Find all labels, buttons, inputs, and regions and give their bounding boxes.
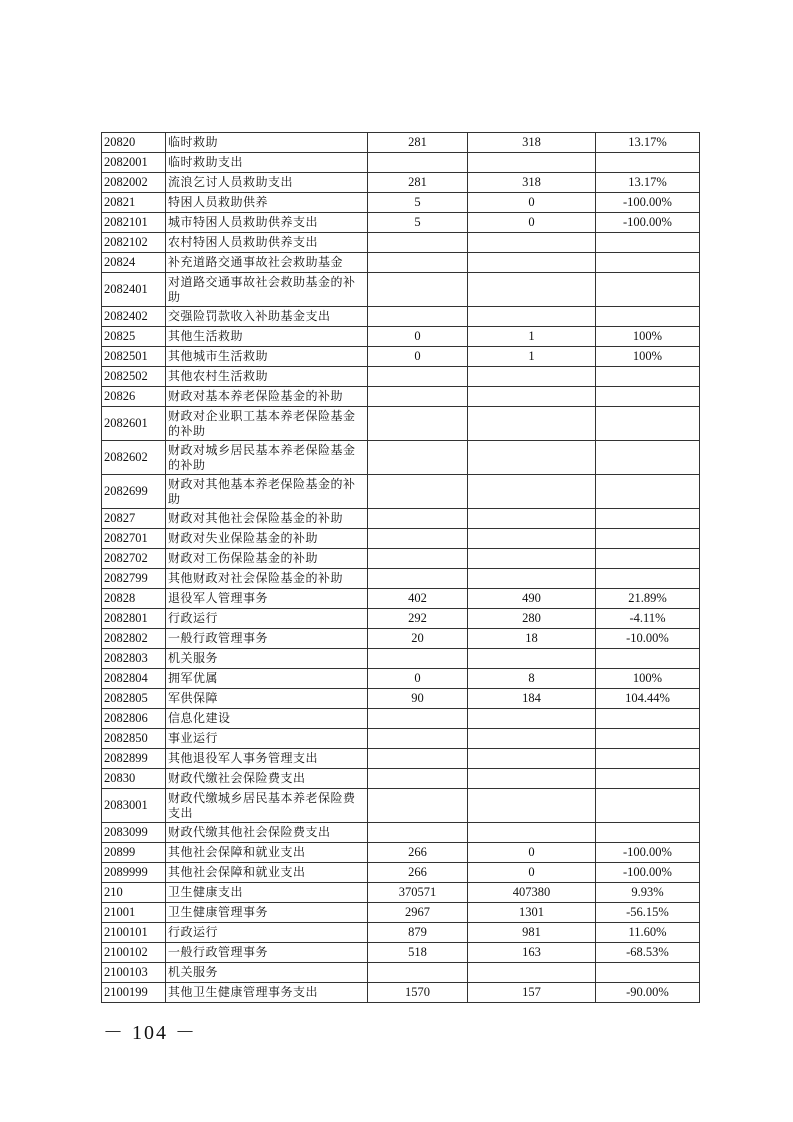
table-row: [102, 669, 700, 689]
current-amount-cell: 280: [468, 609, 596, 629]
item-name-cell: 军供保障: [166, 689, 368, 709]
change-percent-cell: [596, 769, 700, 789]
table-row: [102, 943, 700, 963]
change-percent-cell: 100%: [596, 347, 700, 367]
item-name-cell: 其他社会保障和就业支出: [166, 843, 368, 863]
item-code-cell: 2082805: [102, 689, 166, 709]
current-amount-cell: 981: [468, 923, 596, 943]
change-percent-cell: [596, 273, 700, 307]
item-name-cell: 对道路交通事故社会救助基金的补助: [166, 273, 368, 307]
current-amount-cell: [468, 649, 596, 669]
table-row: [102, 863, 700, 883]
item-code-cell: 2082001: [102, 153, 166, 173]
change-percent-cell: 21.89%: [596, 589, 700, 609]
table-row: [102, 843, 700, 863]
item-code-cell: 2082401: [102, 273, 166, 307]
item-name-cell: 临时救助: [166, 133, 368, 153]
current-amount-cell: [468, 709, 596, 729]
item-name-cell: 其他退役军人事务管理支出: [166, 749, 368, 769]
current-amount-cell: 318: [468, 173, 596, 193]
item-code-cell: 20820: [102, 133, 166, 153]
current-amount-cell: [468, 475, 596, 509]
item-code-cell: 2082601: [102, 407, 166, 441]
prior-amount-cell: 0: [368, 669, 468, 689]
item-name-cell: 退役军人管理事务: [166, 589, 368, 609]
table-row: [102, 233, 700, 253]
current-amount-cell: 0: [468, 193, 596, 213]
change-percent-cell: [596, 549, 700, 569]
prior-amount-cell: [368, 273, 468, 307]
prior-amount-cell: [368, 709, 468, 729]
item-code-cell: 20828: [102, 589, 166, 609]
item-name-cell: 信息化建设: [166, 709, 368, 729]
change-percent-cell: 9.93%: [596, 883, 700, 903]
item-code-cell: 2082806: [102, 709, 166, 729]
item-name-cell: 财政代缴其他社会保险费支出: [166, 823, 368, 843]
budget-table: [101, 132, 700, 1003]
change-percent-cell: [596, 729, 700, 749]
change-percent-cell: 13.17%: [596, 133, 700, 153]
item-name-cell: 财政对其他社会保险基金的补助: [166, 509, 368, 529]
prior-amount-cell: [368, 307, 468, 327]
table-row: [102, 193, 700, 213]
table-row: [102, 327, 700, 347]
prior-amount-cell: 370571: [368, 883, 468, 903]
change-percent-cell: [596, 441, 700, 475]
item-name-cell: 农村特困人员救助供养支出: [166, 233, 368, 253]
item-code-cell: 2082850: [102, 729, 166, 749]
prior-amount-cell: 5: [368, 213, 468, 233]
current-amount-cell: 0: [468, 863, 596, 883]
item-name-cell: 财政代缴城乡居民基本养老保险费支出: [166, 789, 368, 823]
current-amount-cell: 157: [468, 983, 596, 1003]
item-name-cell: 其他社会保障和就业支出: [166, 863, 368, 883]
prior-amount-cell: 292: [368, 609, 468, 629]
item-name-cell: 财政对城乡居民基本养老保险基金的补助: [166, 441, 368, 475]
current-amount-cell: [468, 823, 596, 843]
table-body: [102, 133, 700, 1003]
prior-amount-cell: 879: [368, 923, 468, 943]
change-percent-cell: -100.00%: [596, 213, 700, 233]
item-code-cell: 2082102: [102, 233, 166, 253]
item-code-cell: 2082699: [102, 475, 166, 509]
table-row: [102, 273, 700, 307]
prior-amount-cell: [368, 441, 468, 475]
table-row: [102, 367, 700, 387]
prior-amount-cell: [368, 153, 468, 173]
item-name-cell: 其他卫生健康管理事务支出: [166, 983, 368, 1003]
change-percent-cell: 100%: [596, 669, 700, 689]
prior-amount-cell: 266: [368, 863, 468, 883]
table-row: [102, 253, 700, 273]
table-row: [102, 963, 700, 983]
change-percent-cell: [596, 789, 700, 823]
current-amount-cell: [468, 549, 596, 569]
change-percent-cell: [596, 307, 700, 327]
item-code-cell: 20826: [102, 387, 166, 407]
table-row: [102, 789, 700, 823]
change-percent-cell: 100%: [596, 327, 700, 347]
change-percent-cell: [596, 529, 700, 549]
current-amount-cell: [468, 307, 596, 327]
current-amount-cell: [468, 253, 596, 273]
change-percent-cell: -10.00%: [596, 629, 700, 649]
item-code-cell: 2082402: [102, 307, 166, 327]
table-row: [102, 589, 700, 609]
item-name-cell: 其他财政对社会保险基金的补助: [166, 569, 368, 589]
item-name-cell: 行政运行: [166, 923, 368, 943]
change-percent-cell: 104.44%: [596, 689, 700, 709]
item-code-cell: 2082702: [102, 549, 166, 569]
current-amount-cell: [468, 749, 596, 769]
change-percent-cell: [596, 233, 700, 253]
item-code-cell: 2100102: [102, 943, 166, 963]
current-amount-cell: [468, 529, 596, 549]
current-amount-cell: [468, 769, 596, 789]
prior-amount-cell: [368, 649, 468, 669]
item-code-cell: 2082501: [102, 347, 166, 367]
item-code-cell: 2082799: [102, 569, 166, 589]
current-amount-cell: [468, 407, 596, 441]
prior-amount-cell: [368, 509, 468, 529]
prior-amount-cell: 0: [368, 347, 468, 367]
item-name-cell: 流浪乞讨人员救助支出: [166, 173, 368, 193]
item-code-cell: 2100103: [102, 963, 166, 983]
item-name-cell: 其他生活救助: [166, 327, 368, 347]
change-percent-cell: -56.15%: [596, 903, 700, 923]
change-percent-cell: [596, 367, 700, 387]
current-amount-cell: [468, 963, 596, 983]
item-code-cell: 2082801: [102, 609, 166, 629]
item-code-cell: 20825: [102, 327, 166, 347]
prior-amount-cell: 518: [368, 943, 468, 963]
table-row: [102, 749, 700, 769]
change-percent-cell: [596, 963, 700, 983]
prior-amount-cell: [368, 475, 468, 509]
item-name-cell: 卫生健康管理事务: [166, 903, 368, 923]
table-row: [102, 649, 700, 669]
item-name-cell: 财政代缴社会保险费支出: [166, 769, 368, 789]
current-amount-cell: 0: [468, 213, 596, 233]
prior-amount-cell: [368, 963, 468, 983]
item-code-cell: 2083099: [102, 823, 166, 843]
current-amount-cell: 490: [468, 589, 596, 609]
item-name-cell: 事业运行: [166, 729, 368, 749]
prior-amount-cell: [368, 407, 468, 441]
current-amount-cell: [468, 441, 596, 475]
table-row: [102, 475, 700, 509]
item-code-cell: 2082899: [102, 749, 166, 769]
table-row: [102, 983, 700, 1003]
current-amount-cell: [468, 273, 596, 307]
prior-amount-cell: [368, 367, 468, 387]
current-amount-cell: 407380: [468, 883, 596, 903]
change-percent-cell: -4.11%: [596, 609, 700, 629]
change-percent-cell: [596, 569, 700, 589]
item-name-cell: 一般行政管理事务: [166, 943, 368, 963]
table-row: [102, 923, 700, 943]
table-row: [102, 347, 700, 367]
change-percent-cell: -68.53%: [596, 943, 700, 963]
item-code-cell: 2083001: [102, 789, 166, 823]
table-row: [102, 629, 700, 649]
table-row: [102, 387, 700, 407]
change-percent-cell: -100.00%: [596, 863, 700, 883]
change-percent-cell: [596, 153, 700, 173]
item-code-cell: 21001: [102, 903, 166, 923]
item-name-cell: 补充道路交通事故社会救助基金: [166, 253, 368, 273]
table-row: [102, 709, 700, 729]
change-percent-cell: 13.17%: [596, 173, 700, 193]
prior-amount-cell: [368, 529, 468, 549]
table-row: [102, 729, 700, 749]
item-code-cell: 2082803: [102, 649, 166, 669]
item-code-cell: 2082502: [102, 367, 166, 387]
change-percent-cell: -100.00%: [596, 193, 700, 213]
change-percent-cell: [596, 709, 700, 729]
change-percent-cell: [596, 407, 700, 441]
item-code-cell: 2082802: [102, 629, 166, 649]
current-amount-cell: [468, 509, 596, 529]
item-code-cell: 2082602: [102, 441, 166, 475]
prior-amount-cell: 90: [368, 689, 468, 709]
current-amount-cell: 0: [468, 843, 596, 863]
change-percent-cell: [596, 475, 700, 509]
table-row: [102, 441, 700, 475]
current-amount-cell: 318: [468, 133, 596, 153]
prior-amount-cell: 5: [368, 193, 468, 213]
change-percent-cell: [596, 749, 700, 769]
table-row: [102, 883, 700, 903]
item-name-cell: 机关服务: [166, 963, 368, 983]
current-amount-cell: [468, 233, 596, 253]
table-row: [102, 549, 700, 569]
item-name-cell: 一般行政管理事务: [166, 629, 368, 649]
current-amount-cell: 18: [468, 629, 596, 649]
table-row: [102, 903, 700, 923]
prior-amount-cell: [368, 253, 468, 273]
prior-amount-cell: [368, 769, 468, 789]
item-code-cell: 2082101: [102, 213, 166, 233]
table-row: [102, 769, 700, 789]
change-percent-cell: [596, 387, 700, 407]
current-amount-cell: 1: [468, 327, 596, 347]
item-code-cell: 20830: [102, 769, 166, 789]
item-code-cell: 20827: [102, 509, 166, 529]
change-percent-cell: [596, 823, 700, 843]
prior-amount-cell: [368, 233, 468, 253]
table-row: [102, 823, 700, 843]
table-row: [102, 609, 700, 629]
item-code-cell: 2082804: [102, 669, 166, 689]
change-percent-cell: [596, 253, 700, 273]
prior-amount-cell: [368, 387, 468, 407]
item-name-cell: 卫生健康支出: [166, 883, 368, 903]
current-amount-cell: [468, 153, 596, 173]
item-name-cell: 其他农村生活救助: [166, 367, 368, 387]
current-amount-cell: 8: [468, 669, 596, 689]
prior-amount-cell: [368, 823, 468, 843]
current-amount-cell: 1301: [468, 903, 596, 923]
prior-amount-cell: [368, 789, 468, 823]
item-code-cell: 210: [102, 883, 166, 903]
item-name-cell: 财政对其他基本养老保险基金的补助: [166, 475, 368, 509]
table-row: [102, 569, 700, 589]
item-code-cell: 2082002: [102, 173, 166, 193]
item-code-cell: 2100101: [102, 923, 166, 943]
prior-amount-cell: [368, 729, 468, 749]
item-code-cell: 2100199: [102, 983, 166, 1003]
change-percent-cell: -100.00%: [596, 843, 700, 863]
prior-amount-cell: [368, 549, 468, 569]
prior-amount-cell: 1570: [368, 983, 468, 1003]
table-row: [102, 173, 700, 193]
item-name-cell: 机关服务: [166, 649, 368, 669]
table-row: [102, 153, 700, 173]
current-amount-cell: [468, 569, 596, 589]
item-name-cell: 财政对企业职工基本养老保险基金的补助: [166, 407, 368, 441]
current-amount-cell: [468, 367, 596, 387]
item-name-cell: 拥军优属: [166, 669, 368, 689]
item-name-cell: 特困人员救助供养: [166, 193, 368, 213]
current-amount-cell: 163: [468, 943, 596, 963]
change-percent-cell: [596, 649, 700, 669]
table-row: [102, 689, 700, 709]
item-name-cell: 财政对失业保险基金的补助: [166, 529, 368, 549]
current-amount-cell: [468, 387, 596, 407]
prior-amount-cell: 281: [368, 133, 468, 153]
table-row: [102, 307, 700, 327]
table-row: [102, 529, 700, 549]
prior-amount-cell: 20: [368, 629, 468, 649]
item-code-cell: 2082701: [102, 529, 166, 549]
table-row: [102, 509, 700, 529]
prior-amount-cell: 2967: [368, 903, 468, 923]
item-name-cell: 城市特困人员救助供养支出: [166, 213, 368, 233]
item-name-cell: 行政运行: [166, 609, 368, 629]
item-code-cell: 2089999: [102, 863, 166, 883]
change-percent-cell: -90.00%: [596, 983, 700, 1003]
item-name-cell: 交强险罚款收入补助基金支出: [166, 307, 368, 327]
current-amount-cell: [468, 729, 596, 749]
table-row: [102, 213, 700, 233]
item-code-cell: 20821: [102, 193, 166, 213]
change-percent-cell: 11.60%: [596, 923, 700, 943]
item-code-cell: 20899: [102, 843, 166, 863]
current-amount-cell: 184: [468, 689, 596, 709]
prior-amount-cell: 402: [368, 589, 468, 609]
prior-amount-cell: 281: [368, 173, 468, 193]
page-number: － 104 －: [103, 1022, 197, 1044]
change-percent-cell: [596, 509, 700, 529]
current-amount-cell: 1: [468, 347, 596, 367]
item-code-cell: 20824: [102, 253, 166, 273]
prior-amount-cell: 266: [368, 843, 468, 863]
current-amount-cell: [468, 789, 596, 823]
item-name-cell: 临时救助支出: [166, 153, 368, 173]
prior-amount-cell: [368, 749, 468, 769]
table-row: [102, 407, 700, 441]
item-name-cell: 财政对基本养老保险基金的补助: [166, 387, 368, 407]
prior-amount-cell: 0: [368, 327, 468, 347]
item-name-cell: 其他城市生活救助: [166, 347, 368, 367]
item-name-cell: 财政对工伤保险基金的补助: [166, 549, 368, 569]
table-row: [102, 133, 700, 153]
prior-amount-cell: [368, 569, 468, 589]
